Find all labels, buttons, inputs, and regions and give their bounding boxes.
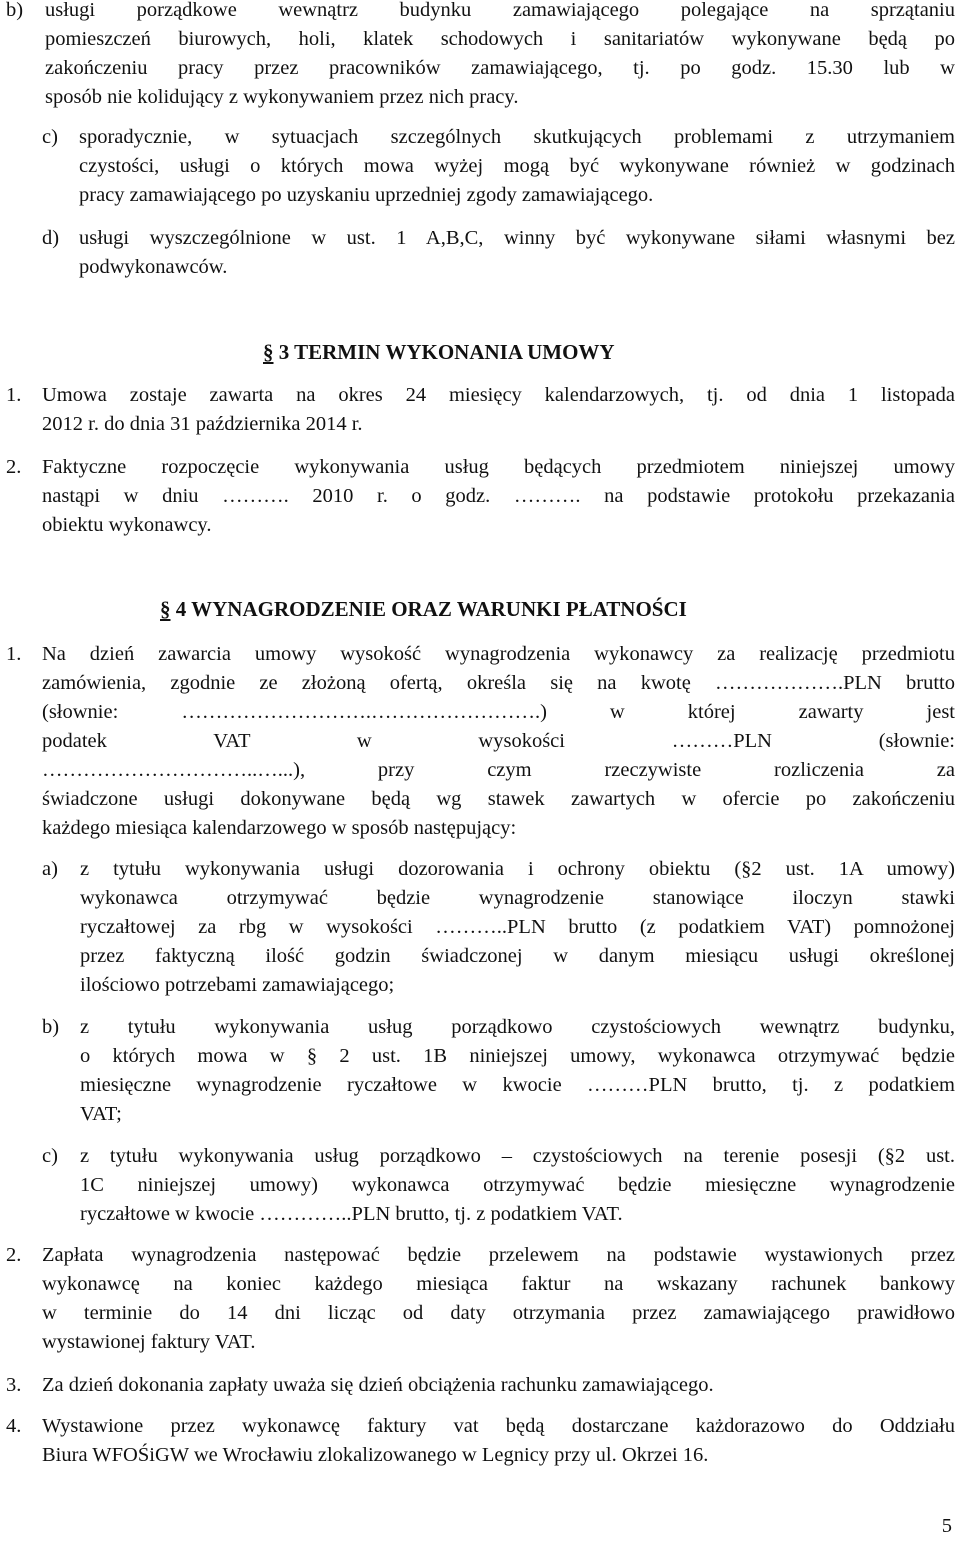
section-heading-3 [263, 338, 615, 367]
text-line: z tytułu wykonywania usług porządkowo czystościowych wewnątrz budynku, [80, 1016, 955, 1038]
text-line: wykonawca otrzymywać będzie wynagrodzenie stanowiące iloczyn stawki [80, 887, 955, 909]
list-marker: d) [42, 227, 60, 249]
text-line: Zapłata wynagrodzenia następować będzie przelewem na podstawie wystawionych przez [42, 1244, 955, 1266]
text-line: Za dzień dokonania zapłaty uważa się dzień obciążenia rachunku zamawiającego. [42, 1374, 714, 1396]
section-sign: § [160, 597, 171, 621]
text-line: obiektu wykonawcy. [42, 514, 212, 536]
text-line: ryczałtowej za rbg w wysokości ………..PLN brutto (z podatkiem VAT) pomnożonej [80, 916, 955, 938]
text-line: Na dzień zawarcia umowy wysokość wynagrodzenia wykonawcy za realizację przedmiotu [42, 643, 955, 665]
text-line: VAT; [80, 1103, 122, 1125]
text-line: sposób nie kolidujący z wykonywaniem przez nich pracy. [45, 86, 519, 108]
text-line: przez faktyczną ilość godzin świadczonej w danym miesiącu usługi określonej [80, 945, 955, 967]
page-number: 5 [941, 1515, 952, 1537]
text-line: w terminie do 14 dni licząc od daty otrzymania przez zamawiającego prawidłowo [42, 1302, 955, 1324]
text-line: każdego miesiąca kalendarzowego w sposób następujący: [42, 817, 517, 839]
text-line: wykonawcę na koniec każdego miesiąca faktur na wskazany rachunek bankowy [42, 1273, 955, 1295]
text-line: podwykonawców. [79, 256, 228, 278]
text-line: pracy zamawiającego po uzyskaniu uprzedniej zgody zamawiającego. [79, 184, 654, 206]
text-line: 2012 r. do dnia 31 października 2014 r. [42, 413, 363, 435]
text-line: …………………………..…...), przy czym rzeczywiste rozliczenia za [42, 759, 955, 781]
text-line: Umowa zostaje zawarta na okres 24 miesięcy kalendarzowych, tj. od dnia 1 listopada [42, 384, 955, 406]
text-line: Faktyczne rozpoczęcie wykonywania usług będących przedmiotem niniejszej umowy [42, 456, 955, 478]
text-line: miesięczne wynagrodzenie ryczałtowe w kwocie ………PLN brutto, tj. z podatkiem [80, 1074, 955, 1096]
text-line: czystości, usługi o których mowa wyżej mogą być wykonywane również w godzinach [79, 155, 955, 177]
text-line: z tytułu wykonywania usługi dozorowania i ochrony obiektu (§2 ust. 1A umowy) [80, 858, 955, 880]
list-marker: b) [6, 0, 24, 21]
text-line: podatek VAT w wysokości ………PLN (słownie: [42, 730, 955, 752]
list-marker: 4. [6, 1415, 22, 1437]
list-marker: c) [42, 1145, 58, 1167]
text-line: usługi wyszczególnione w ust. 1 A,B,C, winny być wykonywane siłami własnymi bez [79, 227, 955, 249]
list-marker: 1. [6, 643, 22, 665]
text-line: wystawionej faktury VAT. [42, 1331, 256, 1353]
section-title: 4 WYNAGRODZENIE ORAZ WARUNKI PŁATNOŚCI [175, 597, 687, 621]
list-marker: a) [42, 858, 58, 880]
list-marker: b) [42, 1016, 60, 1038]
text-line: pomieszczeń biurowych, holi, klatek schodowych i sanitariatów wykonywane będą po [45, 28, 955, 50]
list-marker: 2. [6, 456, 22, 478]
text-line: (słownie: ……………………….…………………….) w której zawarty jest [42, 701, 955, 723]
list-marker: 2. [6, 1244, 22, 1266]
list-marker: 1. [6, 384, 22, 406]
text-line: o których mowa w § 2 ust. 1B niniejszej umowy, wykonawca otrzymywać będzie [80, 1045, 955, 1067]
list-marker: c) [42, 126, 58, 148]
text-line: Biura WFOŚiGW we Wrocławiu zlokalizowanego w Legnicy przy ul. Okrzei 16. [42, 1444, 709, 1466]
text-line: świadczone usługi dokonywane będą wg stawek zawartych w ofercie po zakończeniu [42, 788, 955, 810]
text-line: zamówienia, zgodnie ze złożoną ofertą, określa się na kwotę ……………….PLN brutto [42, 672, 955, 694]
text-line: z tytułu wykonywania usług porządkowo – czystościowych na terenie posesji (§2 ust. [80, 1145, 955, 1167]
text-line: nastąpi w dniu ………. 2010 r. o godz. ………. na podstawie protokołu przekazania [42, 485, 955, 507]
list-marker: 3. [6, 1374, 22, 1396]
text-line: 1C niniejszej umowy) wykonawca otrzymywać będzie miesięczne wynagrodzenie [80, 1174, 955, 1196]
section-heading-4 [160, 595, 687, 624]
text-line: Wystawione przez wykonawcę faktury vat będą dostarczane każdorazowo do Oddziału [42, 1415, 955, 1437]
text-line: ryczałtowe w kwocie …………..PLN brutto, tj. z podatkiem VAT. [80, 1203, 623, 1225]
section-title: 3 TERMIN WYKONANIA UMOWY [278, 340, 615, 364]
text-line: ilościowo potrzebami zamawiającego; [80, 974, 395, 996]
section-sign: § [263, 340, 274, 364]
text-line: usługi porządkowe wewnątrz budynku zamawiającego polegające na sprzątaniu [45, 0, 955, 21]
text-line: sporadycznie, w sytuacjach szczególnych skutkujących problemami z utrzymaniem [79, 126, 955, 148]
text-line: zakończeniu pracy przez pracowników zamawiającego, tj. po godz. 15.30 lub w [45, 57, 955, 79]
